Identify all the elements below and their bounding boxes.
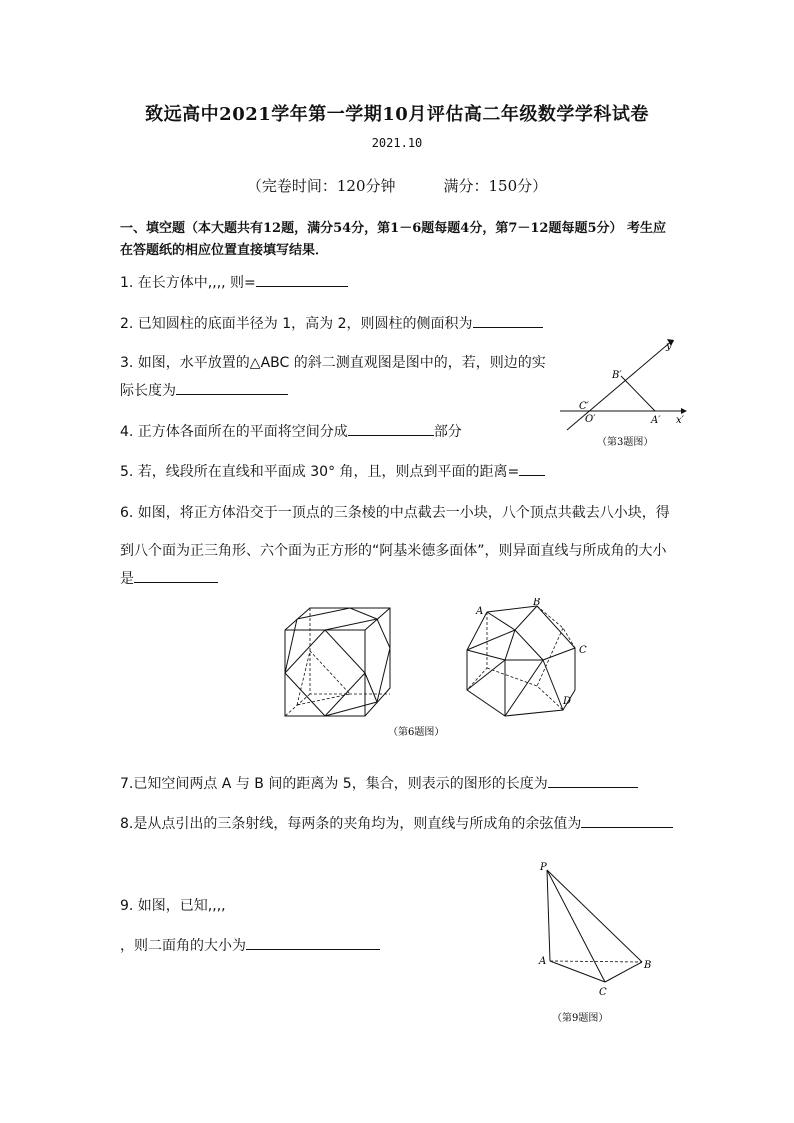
question-4-end: 部分	[433, 424, 462, 440]
question-3-text: 际长度为	[120, 383, 176, 399]
segment-ba	[621, 376, 655, 411]
question-9-line2	[120, 935, 380, 955]
question-2	[120, 313, 543, 333]
cube-hidden-edges	[285, 608, 390, 716]
exam-time: （完卷时间：120分钟	[246, 177, 396, 195]
question-2-text: 2. 已知圆柱的底面半径为 1，高为 2，则圆柱的侧面积为	[120, 316, 473, 332]
figure-9-caption: （第9题图）	[552, 1013, 609, 1024]
question-4	[120, 421, 462, 441]
x-arrow-icon	[681, 408, 687, 414]
answer-blank-3[interactable]	[176, 380, 288, 395]
question-8	[120, 813, 673, 833]
question-3-line1: 3. 如图，水平放置的△ABC 的斜二测直观图是图中的，若，则边的实	[120, 355, 546, 371]
question-5-text: 5. 若，线段所在直线和平面成 30° 角，且，则点到平面的距离=	[120, 464, 520, 480]
answer-blank-9[interactable]	[246, 935, 380, 950]
question-8-text: 8.是从点引出的三条射线，每两条的夹角均为，则直线与所成角的余弦值为	[120, 816, 582, 832]
label-x: x′	[676, 415, 684, 426]
exam-meta	[0, 175, 794, 196]
label-a: A	[476, 606, 484, 617]
polyhedron-drawing	[467, 606, 575, 716]
answer-blank-7[interactable]	[548, 773, 638, 788]
exam-score: 满分：150分）	[443, 177, 548, 195]
label-c: C	[599, 987, 607, 998]
question-6-text: 是	[120, 571, 134, 587]
label-b: B′	[612, 370, 622, 381]
exam-date: 2021.10	[371, 136, 423, 150]
label-d: D	[563, 696, 572, 707]
question-7-text: 7.已知空间两点 A 与 B 间的距离为 5，集合，则表示的图形的长度为	[120, 776, 548, 792]
cube-drawing	[285, 608, 390, 716]
exam-title: 致远高中2021学年第一学期10月评估高二年级数学学科试卷	[145, 104, 649, 125]
question-1-text: 1. 在长方体中,,,, 则=	[120, 275, 256, 291]
answer-blank-1[interactable]	[256, 272, 348, 287]
label-o: O′	[585, 414, 596, 425]
figure-6	[275, 598, 605, 746]
question-3-line2	[120, 380, 288, 400]
label-c: C	[579, 645, 587, 656]
label-a: A	[539, 956, 547, 967]
question-4-text: 4. 正方体各面所在的平面将空间分成	[120, 424, 348, 440]
label-b: B	[644, 960, 652, 971]
question-1	[120, 272, 348, 292]
answer-blank-2[interactable]	[473, 313, 543, 328]
answer-blank-8[interactable]	[581, 813, 673, 828]
question-9-text: ，则二面角的大小为	[120, 938, 246, 954]
question-7	[120, 773, 638, 793]
polyhedron-hidden-edges	[467, 606, 575, 710]
figure-6-caption: （第6题图）	[388, 727, 445, 738]
hidden-edge-ab	[550, 961, 642, 962]
answer-blank-4[interactable]	[348, 421, 434, 436]
question-9-line1: 9. 如图，已知,,,,	[120, 898, 226, 914]
label-p: P	[540, 862, 547, 873]
figure-3-caption: （第3题图）	[597, 437, 654, 448]
tetrahedron-drawing	[547, 870, 642, 982]
label-c: C′	[579, 401, 589, 412]
question-6-line1: 6. 如图，将正方体沿交于一顶点的三条棱的中点截去一小块，八个顶点共截去八小块，得	[120, 505, 670, 521]
question-6-line2: 到八个面为正三角形、六个面为正方形的“阿基米德多面体”，则异面直线与所成角的大小	[120, 543, 667, 559]
answer-blank-5[interactable]	[519, 461, 545, 476]
label-a: A′	[651, 415, 661, 426]
figure-3	[555, 330, 690, 450]
label-y: y′	[666, 341, 674, 352]
question-6-line3	[120, 568, 218, 588]
figure-9	[530, 858, 660, 1030]
section-heading: 一、填空题（本大题共有12题，满分54分，第1－6题每题4分，第7－12题每题5分） 考生应在答题纸的相应位置直接填写结果．	[120, 221, 667, 258]
answer-blank-6[interactable]	[134, 568, 218, 583]
label-b: B	[533, 598, 541, 608]
question-5	[120, 461, 545, 481]
